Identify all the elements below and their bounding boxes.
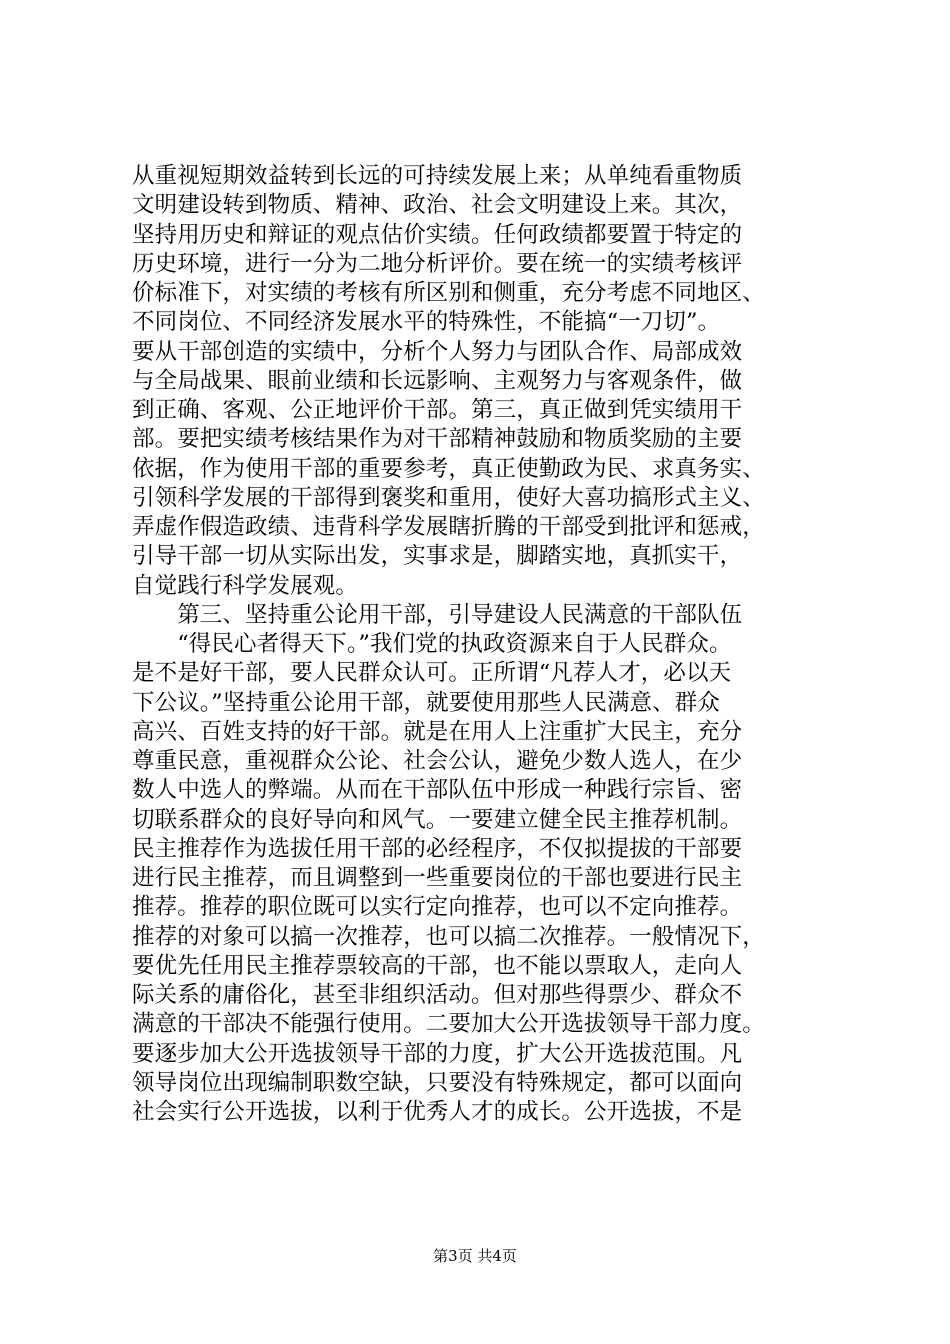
text-line: 要逐步加大公开选拔领导干部的力度，扩大公开选拔范围。凡 bbox=[132, 1040, 743, 1067]
text-line: 部。要把实绩考核结果作为对干部精神鼓励和物质奖励的主要 bbox=[132, 426, 743, 453]
text-line: 不同岗位、不同经济发展水平的特殊性，不能搞“一刀切”。 bbox=[132, 309, 721, 336]
text-line: 推荐的对象可以搞一次推荐，也可以搞二次推荐。一般情况下， bbox=[132, 923, 765, 950]
text-line: 进行民主推荐，而且调整到一些重要岗位的干部也要进行民主 bbox=[132, 865, 743, 891]
text-line: 与全局战果、眼前业绩和长远影响、主观努力与客观条件，做 bbox=[132, 367, 743, 394]
body-text bbox=[132, 162, 832, 1127]
text-line: 引导干部一切从实际出发，实事求是，脚踏实地，真抓实干， bbox=[132, 543, 743, 570]
text-line: 到正确、客观、公正地评价干部。第三，真正做到凭实绩用干 bbox=[132, 397, 743, 423]
text-line: 民主推荐作为选拔任用干部的必经程序，不仅拟提拔的干部要 bbox=[132, 835, 743, 862]
text-line: 坚持用历史和辩证的观点估价实绩。任何政绩都要置于特定的 bbox=[132, 221, 743, 248]
text-line: 第三、坚持重公论用干部，引导建设人民满意的干部队伍 bbox=[132, 601, 743, 628]
text-line: 文明建设转到物质、精神、政治、社会文明建设上来。其次， bbox=[132, 192, 743, 219]
text-line: 要优先任用民主推荐票较高的干部，也不能以票取人，走向人 bbox=[132, 952, 743, 979]
text-line: “得民心者得天下。”我们党的执政资源来自于人民群众。 bbox=[132, 631, 732, 657]
text-line: 依据，作为使用干部的重要参考，真正使勤政为民、求真务实、 bbox=[132, 455, 765, 482]
text-line: 社会实行公开选拔，以利于优秀人才的成长。公开选拔，不是 bbox=[132, 1099, 743, 1125]
text-line: 际关系的庸俗化，甚至非组织活动。但对那些得票少、群众不 bbox=[132, 982, 743, 1008]
text-line: 尊重民意，重视群众公论、社会公认，避免少数人选人，在少 bbox=[132, 748, 743, 774]
text-line: 满意的干部决不能强行使用。二要加大公开选拔领导干部力度。 bbox=[132, 1011, 765, 1038]
text-line: 推荐。推荐的职位既可以实行定向推荐，也可以不定向推荐。 bbox=[132, 894, 743, 921]
text-line: 是不是好干部，要人民群众认可。正所谓“凡荐人才，必以天 bbox=[132, 660, 732, 687]
text-line: 要从干部创造的实绩中，分析个人努力与团队合作、局部成效 bbox=[132, 338, 743, 365]
text-line: 自觉践行科学发展观。 bbox=[132, 572, 359, 599]
text-line: 数人中选人的弊端。从而在干部队伍中形成一种践行宗旨、密 bbox=[132, 777, 743, 804]
page-footer: 第3页 共4页 bbox=[433, 1247, 517, 1265]
text-line: 历史环境，进行一分为二地分析评价。要在统一的实绩考核评 bbox=[132, 250, 743, 277]
text-line: 高兴、百姓支持的好干部。就是在用人上注重扩大民主，充分 bbox=[132, 718, 743, 745]
text-line: 切联系群众的良好导向和风气。一要建立健全民主推荐机制。 bbox=[132, 806, 743, 833]
text-line: 价标准下，对实绩的考核有所区别和侧重，充分考虑不同地区、 bbox=[132, 280, 765, 306]
text-line: 从重视短期效益转到长远的可持续发展上来；从单纯看重物质 bbox=[132, 163, 743, 189]
text-line: 领导岗位出现编制职数空缺，只要没有特殊规定，都可以面向 bbox=[132, 1069, 743, 1096]
text-line: 引领科学发展的干部得到褒奖和重用，使好大喜功搞形式主义、 bbox=[132, 484, 765, 511]
text-line: 弄虚作假造政绩、违背科学发展瞎折腾的干部受到批评和惩戒， bbox=[132, 514, 765, 540]
text-line: 下公议。”坚持重公论用干部，就要使用那些人民满意、群众 bbox=[132, 689, 720, 716]
